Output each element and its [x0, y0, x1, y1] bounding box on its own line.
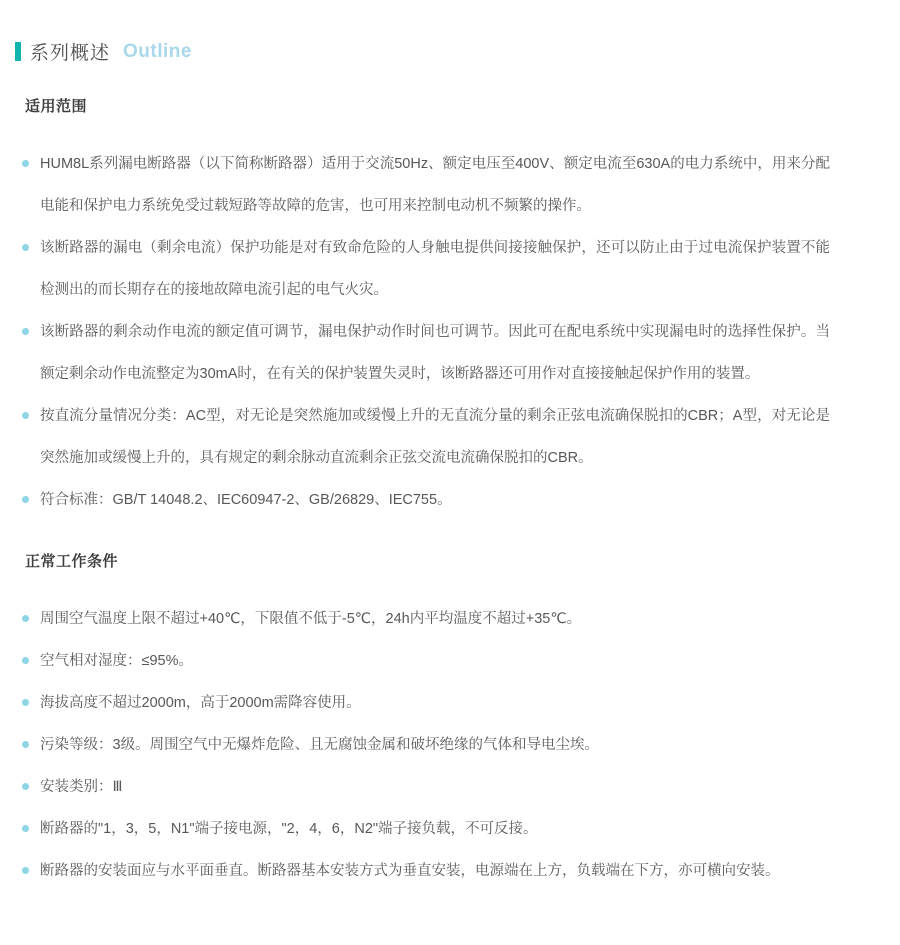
list-item-text: 海拔高度不超过2000m，高于2000m需降容使用。 — [40, 695, 361, 711]
list-item — [22, 311, 830, 395]
list-item-text: 空气相对湿度：≤95%。 — [40, 653, 193, 669]
bullet-icon — [22, 825, 29, 832]
scope-bullet-list — [22, 143, 830, 521]
bullet-icon — [22, 412, 29, 419]
bullet-icon — [22, 741, 29, 748]
bullet-icon — [22, 244, 29, 251]
accent-bar-icon — [15, 42, 21, 61]
bullet-icon — [22, 657, 29, 664]
bullet-icon — [22, 867, 29, 874]
bullet-icon — [22, 160, 29, 167]
working-conditions-bullet-list — [22, 598, 830, 892]
section-title-scope: 适用范围 — [25, 98, 88, 115]
list-item — [22, 850, 830, 892]
bullet-icon — [22, 783, 29, 790]
list-item-text: 安装类别：Ⅲ — [40, 779, 123, 795]
list-item — [22, 640, 830, 682]
page-title-english: Outline — [123, 40, 192, 62]
list-item-text: 断路器的"1，3，5，N1"端子接电源，"2，4，6，N2"端子接负载，不可反接。 — [40, 821, 538, 837]
page-title: 系列概述 — [30, 43, 111, 64]
list-item — [22, 682, 830, 724]
list-item — [22, 227, 830, 311]
bullet-icon — [22, 615, 29, 622]
list-item-text: 该断路器的漏电（剩余电流）保护功能是对有致命危险的人身触电提供间接接触保护，还可以防止由于过电流保护装置不能检测出的而长期存在的接地故障电流引起的电气火灾。 — [40, 240, 830, 298]
list-item — [22, 395, 830, 479]
list-item — [22, 724, 830, 766]
list-item-text: 断路器的安装面应与水平面垂直。断路器基本安装方式为垂直安装，电源端在上方，负载端在下方，亦可横向安装。 — [40, 863, 780, 879]
bullet-icon — [22, 496, 29, 503]
list-item — [22, 479, 830, 521]
list-item — [22, 808, 830, 850]
section-title-working-conditions: 正常工作条件 — [25, 553, 119, 570]
list-item — [22, 766, 830, 808]
list-item — [22, 598, 830, 640]
list-item-text: 按直流分量情况分类：AC型，对无论是突然施加或缓慢上升的无直流分量的剩余正弦电流确保脱扣的CBR；A型，对无论是突然施加或缓慢上升的，具有规定的剩余脉动直流剩余正弦交流电流确保脱扣的CBR。 — [40, 408, 830, 466]
list-item-text: HUM8L系列漏电断路器（以下简称断路器）适用于交流50Hz、额定电压至400V、额定电流至630A的电力系统中，用来分配电能和保护电力系统免受过载短路等故障的危害，也可用来控制电动机不频繁的操作。 — [40, 156, 830, 214]
page-header — [15, 38, 900, 65]
list-item-text: 周围空气温度上限不超过+40℃，下限值不低于-5℃，24h内平均温度不超过+35℃。 — [40, 611, 582, 627]
list-item-text: 符合标准：GB/T 14048.2、IEC60947-2、GB/26829、IEC755。 — [40, 492, 452, 508]
bullet-icon — [22, 699, 29, 706]
bullet-icon — [22, 328, 29, 335]
list-item — [22, 143, 830, 227]
list-item-text: 污染等级：3级。周围空气中无爆炸危险、且无腐蚀金属和破坏绝缘的气体和导电尘埃。 — [40, 737, 600, 753]
list-item-text: 该断路器的剩余动作电流的额定值可调节，漏电保护动作时间也可调节。因此可在配电系统中实现漏电时的选择性保护。当额定剩余动作电流整定为30mA时，在有关的保护装置失灵时，该断路器还可用作对直接接触起保护作用的装置。 — [40, 324, 830, 382]
